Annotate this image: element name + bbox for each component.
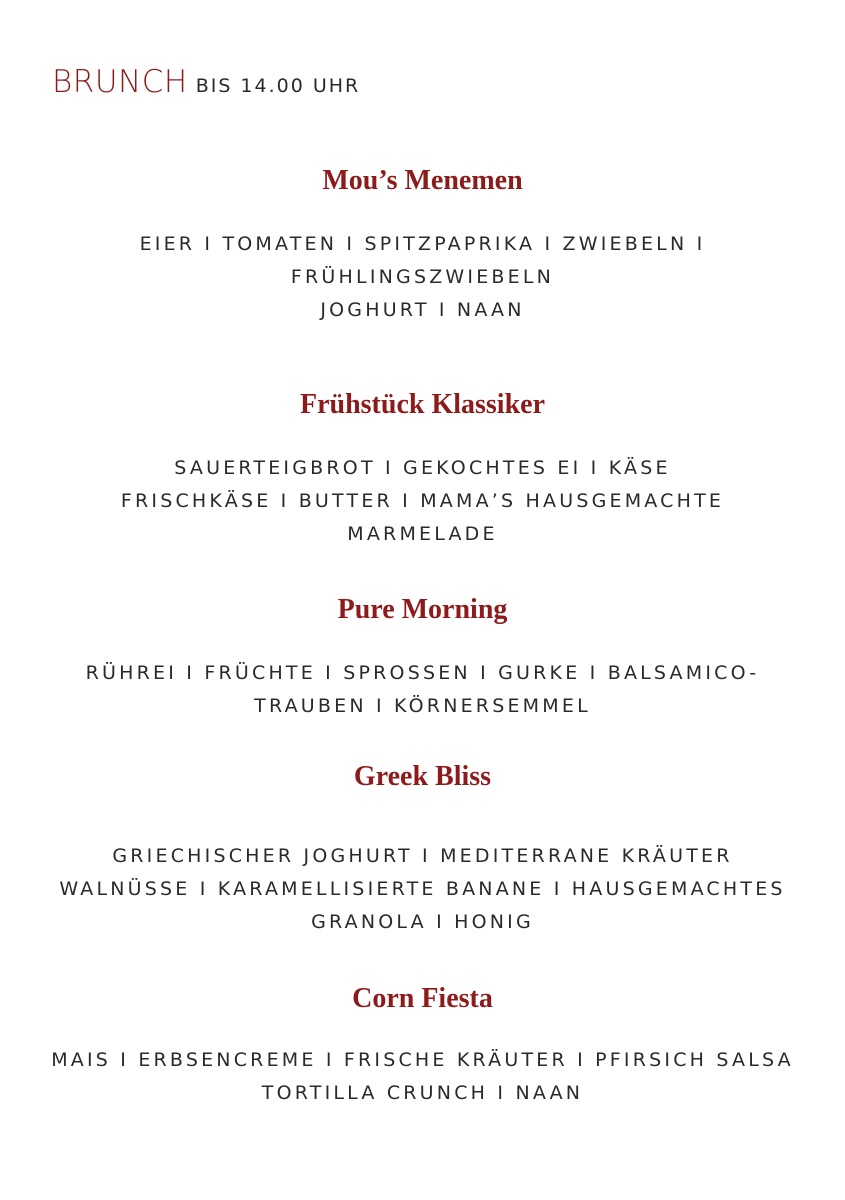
- menu-title: BRUNCH: [52, 64, 188, 100]
- menu-item: [0, 388, 845, 551]
- ingredient-line: JOGHURT I NAAN: [320, 299, 525, 321]
- menu-header: [52, 64, 360, 100]
- menu-item: [0, 760, 845, 939]
- dish-name: Corn Fiesta: [352, 983, 493, 1014]
- ingredient-line: FRISCHKÄSE I BUTTER I MAMA’S HAUSGEMACHTE: [120, 490, 725, 512]
- menu-item: [0, 593, 845, 723]
- ingredient-line: TORTILLA CRUNCH I NAAN: [261, 1082, 584, 1104]
- ingredient-line: GRANOLA I HONIG: [311, 911, 534, 933]
- dish-ingredients: [0, 657, 845, 723]
- dish-ingredients: [0, 452, 845, 551]
- ingredient-line: FRÜHLINGSZWIEBELN: [290, 266, 555, 288]
- dish-ingredients: [0, 228, 845, 327]
- ingredient-line: WALNÜSSE I KARAMELLISIERTE BANANE I HAUSGEMACHTES: [59, 878, 786, 900]
- dish-name: Greek Bliss: [353, 761, 492, 792]
- ingredient-line: MARMELADE: [347, 523, 498, 545]
- ingredient-line: EIER I TOMATEN I SPITZPAPRIKA I ZWIEBELN I: [139, 233, 706, 255]
- menu-item: [0, 982, 845, 1110]
- ingredient-line: RÜHREI I FRÜCHTE I SPROSSEN I GURKE I BALSAMICO-: [85, 662, 760, 684]
- ingredient-line: MAIS I ERBSENCREME I FRISCHE KRÄUTER I PFIRSICH SALSA: [51, 1049, 794, 1071]
- dish-ingredients: [0, 794, 845, 939]
- dish-name: Frühstück Klassiker: [299, 389, 546, 420]
- dish-ingredients: [0, 1044, 845, 1110]
- menu-item: [0, 164, 845, 327]
- ingredient-line: SAUERTEIGBROT I GEKOCHTES EI I KÄSE: [174, 457, 671, 479]
- serving-time: BIS 14.00 UHR: [195, 75, 361, 97]
- ingredient-line: GRIECHISCHER JOGHURT I MEDITERRANE KRÄUTER: [112, 845, 733, 867]
- ingredient-line: TRAUBEN I KÖRNERSEMMEL: [254, 695, 591, 717]
- dish-name: Mou’s Menemen: [322, 165, 523, 196]
- dish-name: Pure Morning: [337, 594, 508, 625]
